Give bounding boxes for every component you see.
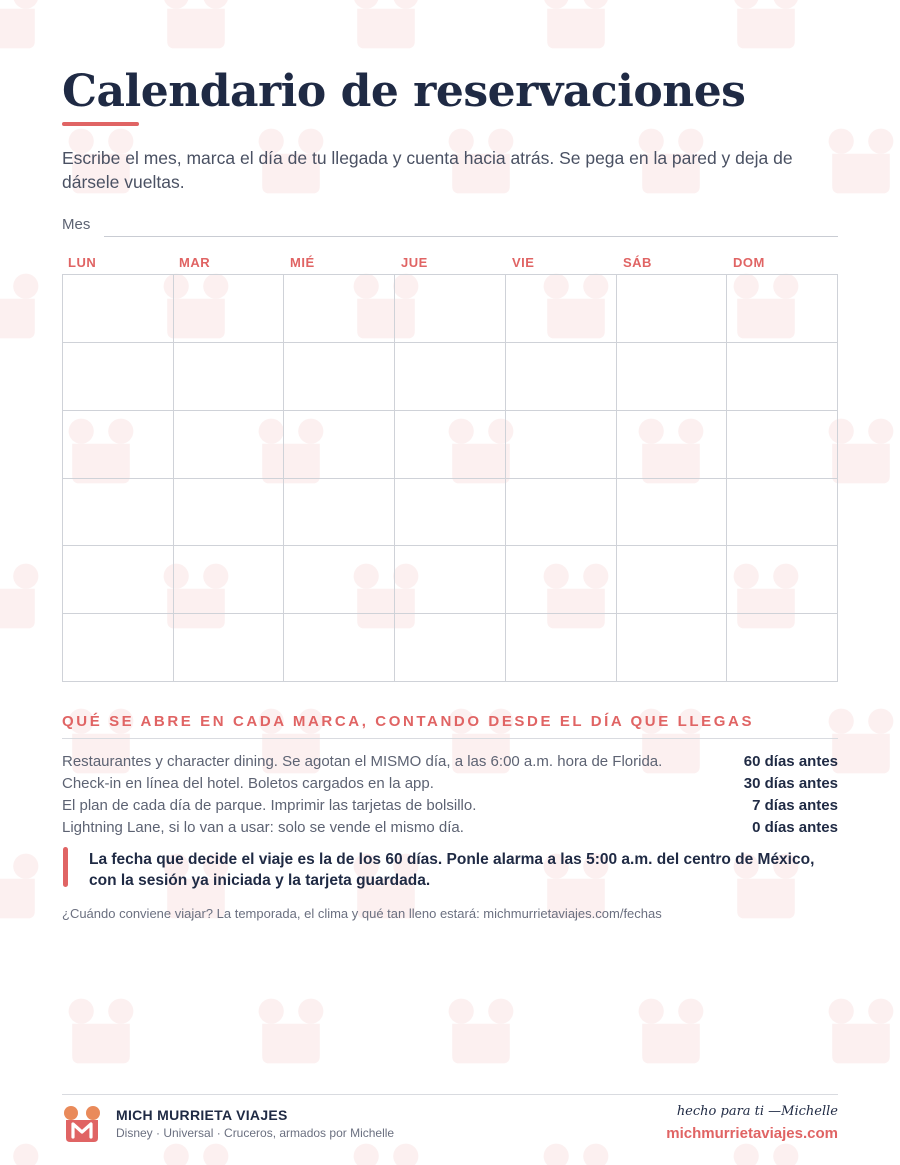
- calendar-day-cell[interactable]: [395, 343, 506, 411]
- calendar-day-cell[interactable]: [63, 546, 174, 614]
- weekday-header-sun: DOM: [733, 255, 765, 270]
- calendar-day-cell[interactable]: [617, 479, 728, 547]
- watermark-logo-icon: [825, 995, 897, 1067]
- weekday-header-fri: VIE: [512, 255, 535, 270]
- watermark-logo-icon: [0, 0, 42, 52]
- calendar-day-cell[interactable]: [395, 479, 506, 547]
- callout-text: La fecha que decide el viaje es la de los 60 días. Ponle alarma a las 5:00 a.m. del centro de México, con la sesión ya iniciada y la tarjeta guardada.: [89, 851, 815, 889]
- milestone-row: [62, 773, 838, 795]
- calendar-day-cell[interactable]: [63, 614, 174, 682]
- calendar-day-cell[interactable]: [727, 546, 838, 614]
- calendar-day-cell[interactable]: [63, 411, 174, 479]
- watermark-logo-icon: [825, 125, 897, 197]
- calendar-day-cell[interactable]: [174, 343, 285, 411]
- calendar-day-cell[interactable]: [284, 479, 395, 547]
- calendar-day-cell[interactable]: [174, 479, 285, 547]
- watermark-logo-icon: [635, 995, 707, 1067]
- calendar-day-cell[interactable]: [506, 546, 617, 614]
- calendar-day-cell[interactable]: [506, 479, 617, 547]
- month-write-line[interactable]: [104, 236, 838, 237]
- signature: hecho para ti —Michelle: [676, 1104, 838, 1119]
- watermark-logo-icon: [0, 1140, 42, 1165]
- milestone-row: [62, 795, 838, 817]
- watermark-logo-icon: [160, 1140, 232, 1165]
- watermark-logo-icon: [160, 0, 232, 52]
- watermark-logo-icon: [0, 850, 42, 922]
- brand-tagline: Disney · Universal · Cruceros, armados por Michelle: [116, 1126, 395, 1140]
- calendar-day-cell[interactable]: [395, 614, 506, 682]
- milestone-text: El plan de cada día de parque. Imprimir las tarjetas de bolsillo.: [62, 797, 477, 814]
- watermark-logo-icon: [65, 995, 137, 1067]
- section-heading: QUÉ SE ABRE EN CADA MARCA, CONTANDO DESDE EL DÍA QUE LLEGAS: [62, 713, 755, 730]
- calendar-day-cell[interactable]: [174, 411, 285, 479]
- watermark-logo-icon: [540, 0, 612, 52]
- weekday-header-tue: MAR: [179, 255, 211, 270]
- watermark-logo-icon: [730, 0, 802, 52]
- milestone-text: Lightning Lane, si lo van a usar: solo se vende el mismo día.: [62, 819, 464, 836]
- calendar-day-cell[interactable]: [506, 275, 617, 343]
- watermark-logo-icon: [540, 1140, 612, 1165]
- watermark-logo-icon: [445, 995, 517, 1067]
- calendar-day-cell[interactable]: [506, 411, 617, 479]
- calendar-day-cell[interactable]: [395, 411, 506, 479]
- calendar-day-cell[interactable]: [506, 343, 617, 411]
- calendar-day-cell[interactable]: [284, 546, 395, 614]
- milestone-row: [62, 817, 838, 839]
- calendar-day-cell[interactable]: [284, 614, 395, 682]
- calendar-day-cell[interactable]: [727, 275, 838, 343]
- calendar-day-cell[interactable]: [63, 479, 174, 547]
- calendar-day-cell[interactable]: [727, 343, 838, 411]
- weekday-header-sat: SÁB: [623, 255, 652, 270]
- calendar-day-cell[interactable]: [174, 546, 285, 614]
- calendar-day-cell[interactable]: [727, 614, 838, 682]
- calendar-day-cell[interactable]: [174, 614, 285, 682]
- website-link[interactable]: michmurrietaviajes.com: [666, 1125, 838, 1142]
- calendar-day-cell[interactable]: [284, 275, 395, 343]
- calendar-day-cell[interactable]: [617, 614, 728, 682]
- title-underline: [62, 122, 139, 126]
- brand-name: MICH MURRIETA VIAJES: [116, 1107, 288, 1123]
- weekday-header-mon: LUN: [68, 255, 97, 270]
- watermark-logo-icon: [0, 270, 42, 342]
- milestone-list: [62, 751, 838, 839]
- calendar-day-cell[interactable]: [617, 411, 728, 479]
- milestone-when: 30 días antes: [743, 775, 838, 792]
- calendar-day-cell[interactable]: [395, 546, 506, 614]
- weekday-header-wed: MIÉ: [290, 255, 315, 270]
- calendar-day-cell[interactable]: [727, 479, 838, 547]
- calendar-day-cell[interactable]: [617, 275, 728, 343]
- milestone-when: 7 días antes: [752, 797, 838, 814]
- footnote: ¿Cuándo conviene viajar? La temporada, el clima y qué tan lleno estará: michmurrietaviajes.com/fechas: [62, 906, 662, 921]
- calendar-day-cell[interactable]: [284, 343, 395, 411]
- milestone-when: 0 días antes: [752, 819, 838, 836]
- watermark-logo-icon: [350, 0, 422, 52]
- watermark-logo-icon: [730, 1140, 802, 1165]
- watermark-logo-icon: [0, 560, 42, 632]
- calendar-day-cell[interactable]: [63, 275, 174, 343]
- page-title: Calendario de reservaciones: [62, 66, 746, 117]
- mickey-m-logo-icon: [62, 1104, 102, 1144]
- calendar-grid: [62, 274, 838, 682]
- milestone-when: 60 días antes: [743, 753, 838, 770]
- milestone-text: Restaurantes y character dining. Se agotan el MISMO día, a las 6:00 a.m. hora de Florida.: [62, 753, 663, 770]
- watermark-logo-icon: [255, 995, 327, 1067]
- calendar-day-cell[interactable]: [617, 343, 728, 411]
- calendar-day-cell[interactable]: [506, 614, 617, 682]
- callout-accent-bar: [63, 847, 68, 887]
- calendar-day-cell[interactable]: [617, 546, 728, 614]
- milestone-row: [62, 751, 838, 773]
- weekday-header-thu: JUE: [401, 255, 428, 270]
- calendar-day-cell[interactable]: [727, 411, 838, 479]
- calendar-day-cell[interactable]: [395, 275, 506, 343]
- intro-text: Escribe el mes, marca el día de tu llegada y cuenta hacia atrás. Se pega en la pared y deja de dársele vueltas.: [62, 148, 793, 192]
- watermark-logo-icon: [350, 1140, 422, 1165]
- calendar-day-cell[interactable]: [63, 343, 174, 411]
- section-divider: [62, 738, 838, 739]
- milestone-text: Check-in en línea del hotel. Boletos cargados en la app.: [62, 775, 434, 792]
- calendar-day-cell[interactable]: [284, 411, 395, 479]
- month-label: Mes: [62, 216, 91, 233]
- footer-divider: [62, 1094, 838, 1095]
- calendar-day-cell[interactable]: [174, 275, 285, 343]
